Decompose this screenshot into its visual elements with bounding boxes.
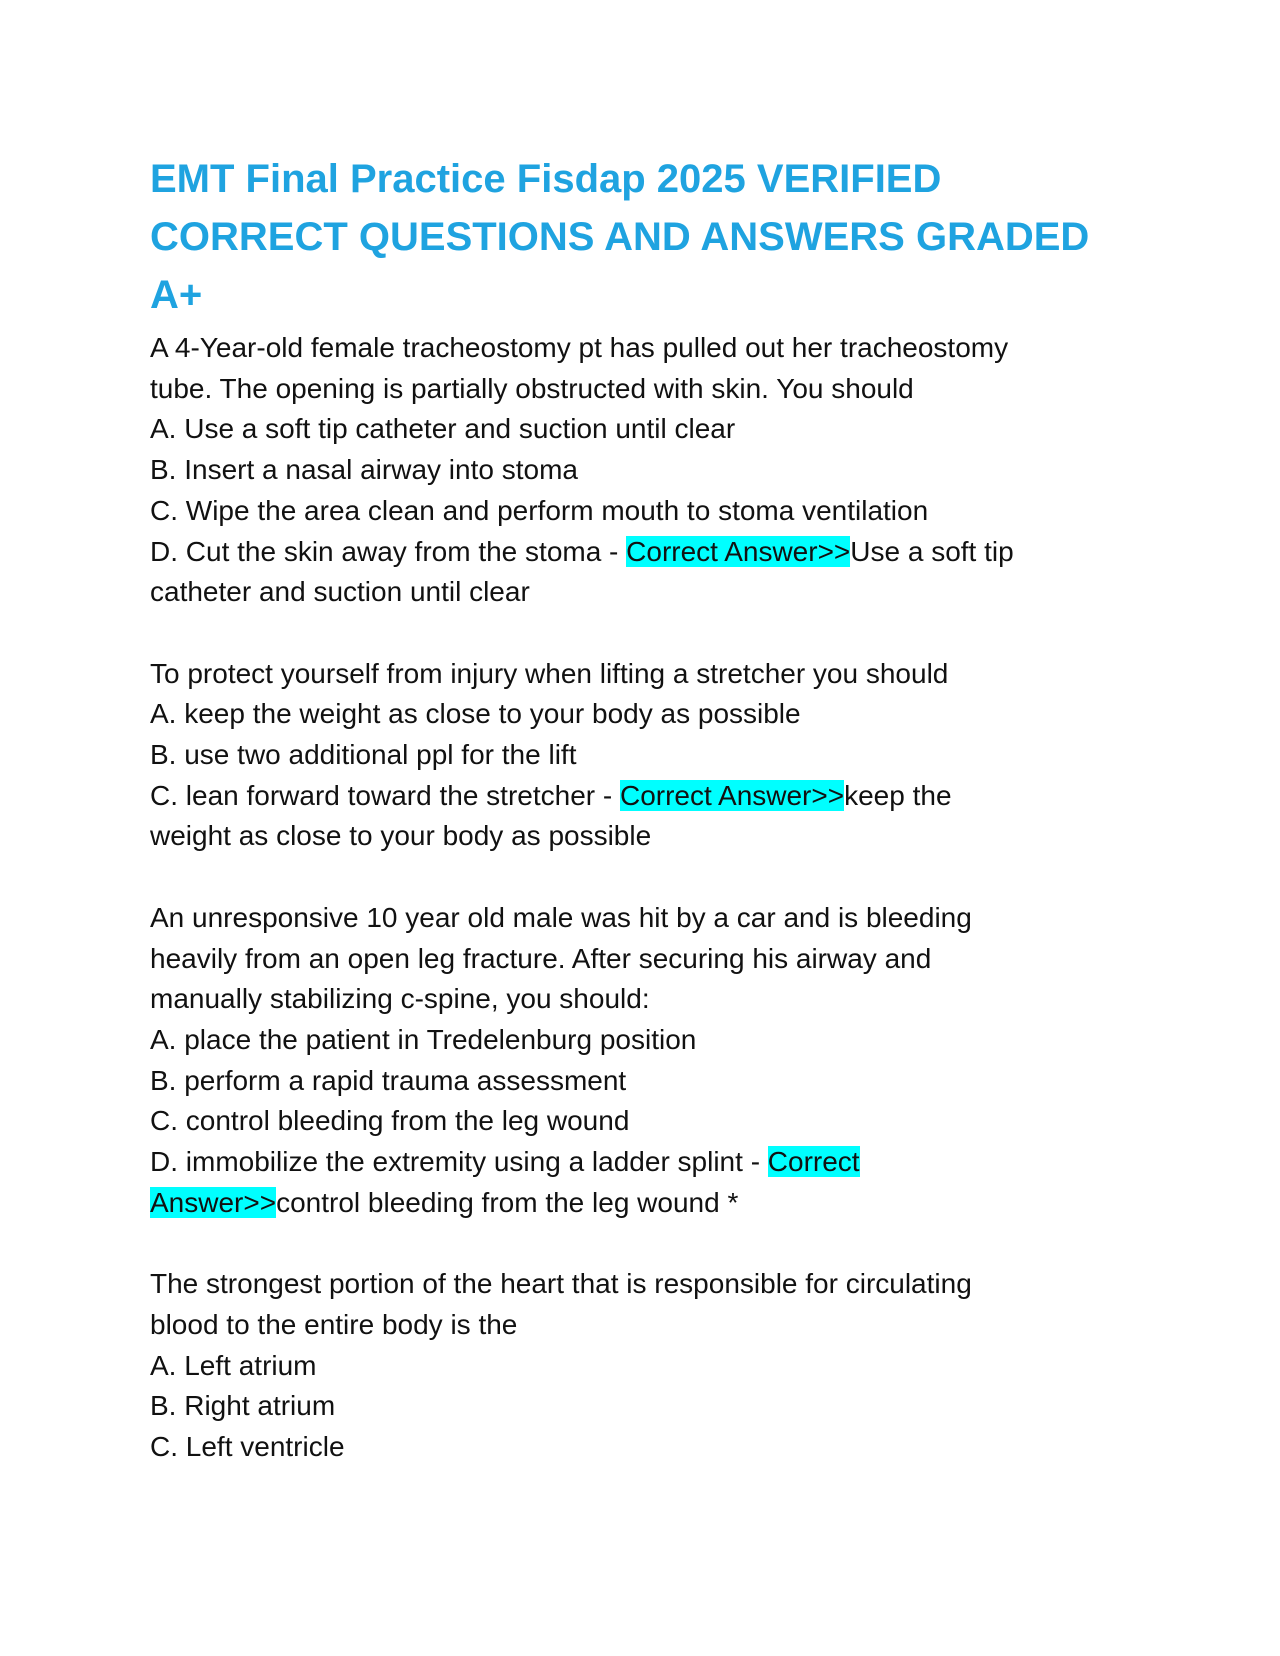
option-c: C. Left ventricle <box>150 1430 345 1462</box>
option-a: A. Left atrium <box>150 1349 317 1381</box>
correct-answer-label: Correct Answer>> <box>626 535 851 567</box>
document-title: EMT Final Practice Fisdap 2025 VERIFIED CORRECT QUESTIONS AND ANSWERS GRADED A+ <box>150 157 1090 317</box>
correct-answer-label: Correct Answer>> <box>619 779 845 811</box>
question-stem: To protect yourself from injury when lifting a stretcher you should <box>150 657 949 689</box>
question-block <box>150 328 1130 613</box>
correct-answer-text: catheter and suction until clear <box>150 576 530 608</box>
correct-answer-text: Use a soft tip <box>850 535 1014 567</box>
correct-answer-text: weight as close to your body as possible <box>150 820 652 852</box>
question-stem: blood to the entire body is the <box>150 1308 518 1340</box>
option-c: C. lean forward toward the stretcher - <box>150 779 620 811</box>
option-a: A. keep the weight as close to your body as possible <box>150 698 801 730</box>
correct-answer-line <box>150 1183 1130 1224</box>
option-d-with-answer <box>150 1142 1130 1183</box>
spacer <box>150 613 1130 654</box>
option-c: C. control bleeding from the leg wound <box>150 1105 630 1137</box>
option-c-with-answer <box>150 776 1130 817</box>
option-d-with-answer <box>150 532 1130 573</box>
correct-answer-label: Answer>> <box>150 1186 277 1218</box>
question-block <box>150 1264 1130 1468</box>
option-d: D. Cut the skin away from the stoma - <box>150 535 627 567</box>
question-stem: tube. The opening is partially obstructed with skin. You should <box>150 372 914 404</box>
option-a: A. Use a soft tip catheter and suction until clear <box>150 413 736 445</box>
document-page <box>150 150 1130 1468</box>
option-b: B. use two additional ppl for the lift <box>150 739 577 771</box>
option-b: B. Right atrium <box>150 1390 336 1422</box>
question-stem: The strongest portion of the heart that is responsible for circulating <box>150 1268 972 1300</box>
spacer <box>150 857 1130 898</box>
correct-answer-label: Correct <box>767 1146 860 1178</box>
question-block <box>150 654 1130 858</box>
option-b: B. Insert a nasal airway into stoma <box>150 454 578 486</box>
question-stem: manually stabilizing c-spine, you should: <box>150 983 650 1015</box>
question-stem: heavily from an open leg fracture. After securing his airway and <box>150 942 932 974</box>
option-c: C. Wipe the area clean and perform mouth to stoma ventilation <box>150 494 929 526</box>
correct-answer-text: control bleeding from the leg wound * <box>276 1186 739 1218</box>
question-block <box>150 898 1130 1224</box>
option-b: B. perform a rapid trauma assessment <box>150 1064 627 1096</box>
option-d: D. immobilize the extremity using a ladder splint - <box>150 1146 768 1178</box>
question-stem: A 4-Year-old female tracheostomy pt has pulled out her tracheostomy <box>150 332 1009 363</box>
correct-answer-text: keep the <box>844 779 952 811</box>
spacer <box>150 1223 1130 1264</box>
question-stem: An unresponsive 10 year old male was hit by a car and is bleeding <box>150 901 972 933</box>
option-a: A. place the patient in Tredelenburg position <box>150 1023 697 1055</box>
